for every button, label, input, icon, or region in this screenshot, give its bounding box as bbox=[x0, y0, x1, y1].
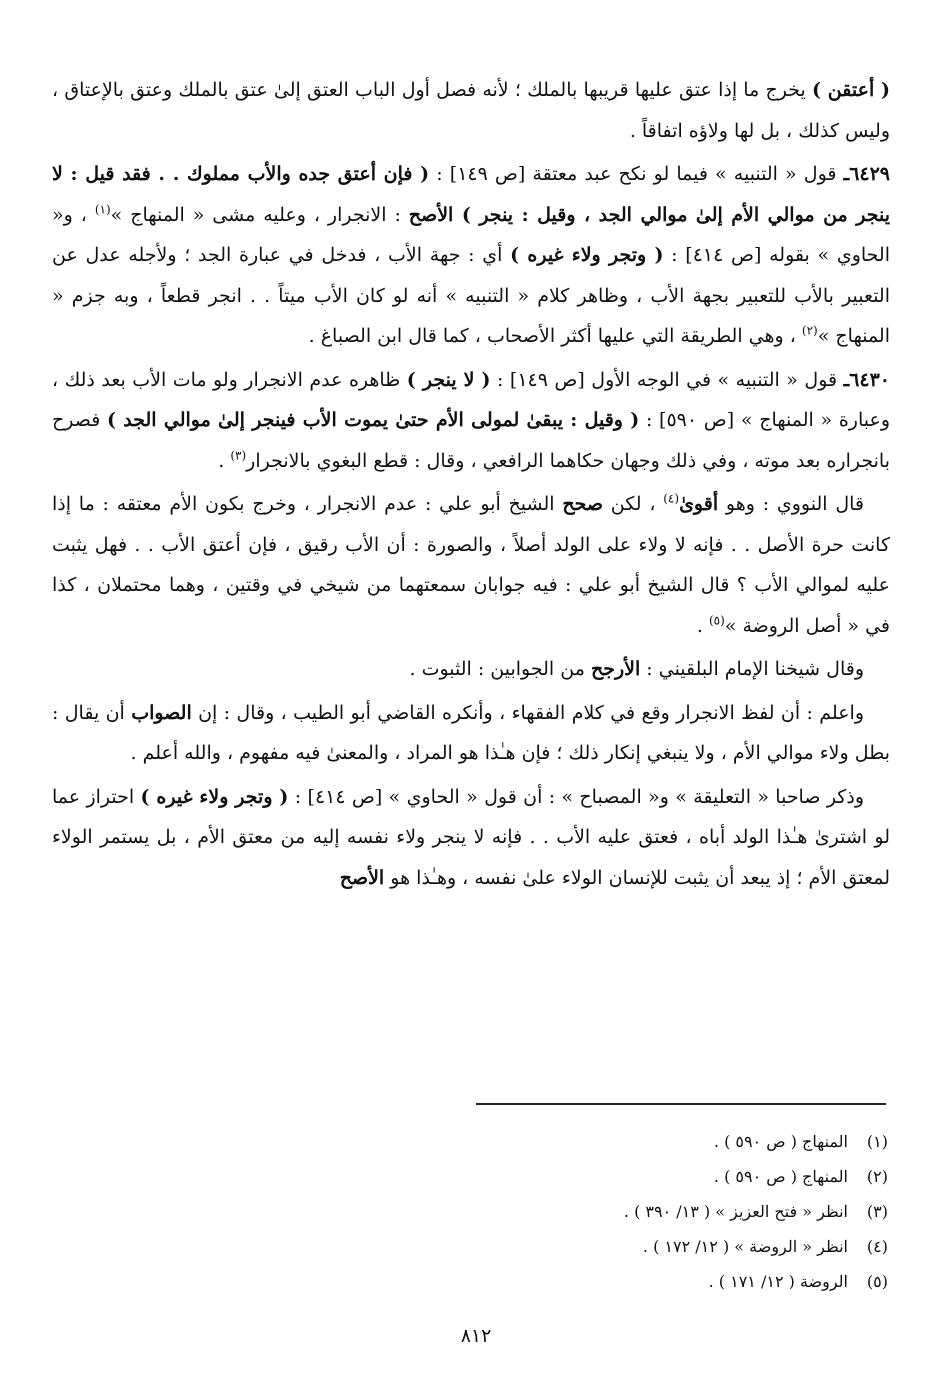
text-segment: يخرج ما إذا عتق عليها قريبها بالملك ؛ لأنه فصل أول الباب العتق إلىٰ عتق بالملك وعتق بالإعتاق ، وليس كذلك ، بل لها ولاؤه اتفاقاً . bbox=[52, 79, 890, 142]
footnote bbox=[400, 1124, 888, 1159]
bold-text: ( فإن أعتق جده والأب مملوك . . فقد قيل : لا ينجر من موالي الأم إلىٰ موالي الجد ، وقيل : ينجر ) الأصح bbox=[52, 163, 891, 226]
text-segment: واعلم : أن لفظ الانجرار وقع في كلام الفقهاء ، وأنكره القاضي أبو الطيب ، وقال : إن bbox=[191, 701, 865, 724]
text-segment: وذكر صاحبا « التعليقة » و« المصباح » : أن قول « الحاوي » [ص ٤١٤] : bbox=[288, 785, 864, 808]
footnote-ref: (٢) bbox=[801, 323, 818, 338]
bold-text: ( أعتقن ) bbox=[812, 79, 890, 101]
footnote-number: (١) bbox=[866, 1132, 888, 1151]
paragraph bbox=[52, 70, 890, 151]
bold-text: الأصح bbox=[339, 866, 385, 889]
text-segment: ، و« الحاوي » بقوله [ص ٤١٤] : bbox=[52, 203, 891, 266]
text-segment: : الانجرار ، وعليه مشى « المنهاج » bbox=[110, 203, 409, 226]
footnote-number: (٣) bbox=[866, 1202, 888, 1221]
bold-text: ٦٤٣٠ـ bbox=[843, 368, 890, 391]
bold-text: ( وقيل : يبقىٰ لمولى الأم حتىٰ يموت الأب فينجر إلىٰ موالي الجد ) bbox=[107, 409, 640, 431]
bold-text: الأرجح bbox=[590, 658, 641, 680]
paragraph bbox=[52, 154, 890, 357]
text-segment: ظاهره عدم الانجرار ولو مات الأب بعد ذلك ، وعبارة « المنهاج » [ص ٥٩٠] : bbox=[52, 368, 890, 431]
paragraph bbox=[52, 777, 890, 899]
main-text bbox=[52, 70, 890, 901]
text-segment: قول « التنبيه » فيما لو نكح عبد معتقة [ص ١٤٩] : bbox=[429, 163, 844, 185]
text-segment: وقال شيخنا الإمام البلقيني : bbox=[640, 658, 864, 680]
footnote bbox=[400, 1229, 888, 1264]
footnote-text: الروضة ( ١٢/ ١٧١ ) . bbox=[708, 1272, 848, 1291]
bold-text: ( لا ينجر ) bbox=[406, 368, 491, 391]
footnote-ref: (١) bbox=[94, 202, 111, 217]
text-segment: الشيخ أبو علي : عدم الانجرار ، وخرج بكون الأم معتقه : ما إذا كانت حرة الأصل . . فإنه لا ولاء على الولد أصلاً ، والصورة : أن الأب رقيق ، فإن أعتق الأب . . فهل يثبت عليه لموالي الأب ؟ قال الشيخ أبو علي : فيه جوابان سمعتهما من شيخي في وقتين ، وهما محتملان ، كذا في « أصل الروضة » bbox=[52, 493, 890, 637]
paragraph bbox=[52, 360, 890, 482]
footnote bbox=[400, 1194, 888, 1229]
footnote-number: (٢) bbox=[866, 1167, 888, 1186]
text-segment: احتراز عما لو اشترىٰ هـٰذا الولد أباه ، فعتق عليه الأب . . فإنه لا ينجر ولاء نفسه إليه من معتق الأم ، بل يستمر الولاء لمعتق الأم ؛ إذ يبعد أن يثبت للإنسان الولاء علىٰ نفسه ، وهـٰذا هو bbox=[52, 785, 890, 889]
bold-text: صحح bbox=[562, 493, 604, 515]
footnote-ref: (٥) bbox=[708, 613, 725, 628]
footnote-number: (٤) bbox=[866, 1237, 888, 1256]
paragraph bbox=[52, 484, 890, 646]
footnote-divider bbox=[476, 1103, 886, 1105]
text-segment: أي : جهة الأب ، فدخل في عبارة الجد ؛ ولأجله عدل عن التعبير بالأب للتعبير بجهة الأب ، وظاهر كلام « التنبيه » أنه لو كان الأب ميتاً . . انجر قطعاً ، وبه جزم « المنهاج » bbox=[52, 244, 890, 347]
footnote-number: (٥) bbox=[866, 1272, 888, 1291]
page-number: ٨١٢ bbox=[460, 1325, 492, 1347]
footnote-text: انظر « فتح العزيز » ( ١٣/ ٣٩٠ ) . bbox=[623, 1202, 848, 1221]
footnote-text: المنهاج ( ص ٥٩٠ ) . bbox=[713, 1167, 848, 1186]
footnotes bbox=[400, 1124, 888, 1299]
bold-text: أقوىٰ bbox=[679, 493, 719, 515]
text-segment: من الجوابين : الثبوت . bbox=[409, 658, 591, 680]
text-segment: ، لكن bbox=[603, 493, 664, 515]
footnote-text: المنهاج ( ص ٥٩٠ ) . bbox=[713, 1132, 848, 1151]
bold-text: ( وتجر ولاء غيره ) bbox=[510, 244, 664, 266]
footnote bbox=[400, 1264, 888, 1299]
bold-text: الصواب bbox=[131, 701, 192, 724]
footnote bbox=[400, 1159, 888, 1194]
text-segment: . bbox=[218, 449, 231, 472]
text-segment: قال النووي : وهو bbox=[718, 493, 864, 515]
bold-text: ( وتجر ولاء غيره ) bbox=[140, 785, 289, 808]
footnote-ref: (٤) bbox=[663, 491, 680, 506]
paragraph bbox=[52, 649, 890, 690]
text-segment: فصرح بانجراره بعد موته ، وفي ذلك وجهان حكاهما الرافعي ، وقال : قطع البغوي بالانجرار bbox=[52, 409, 890, 472]
footnote-ref: (٣) bbox=[230, 448, 247, 463]
footnote-text: انظر « الروضة » ( ١٢/ ١٧٢ ) . bbox=[642, 1237, 848, 1256]
text-segment: ، وهي الطريقة التي عليها أكثر الأصحاب ، كما قال ابن الصباغ . bbox=[308, 325, 802, 347]
text-segment: قول « التنبيه » في الوجه الأول [ص ١٤٩] : bbox=[490, 368, 844, 391]
text-segment: . bbox=[696, 614, 709, 637]
bold-text: ٦٤٢٩ـ bbox=[843, 163, 890, 185]
paragraph bbox=[52, 693, 890, 774]
text-segment: أن يقال : بطل ولاء موالي الأم ، ولا ينبغي إنكار ذلك ؛ فإن هـٰذا هو المراد ، والمعنىٰ فيه مفهوم ، والله أعلم . bbox=[52, 701, 890, 764]
